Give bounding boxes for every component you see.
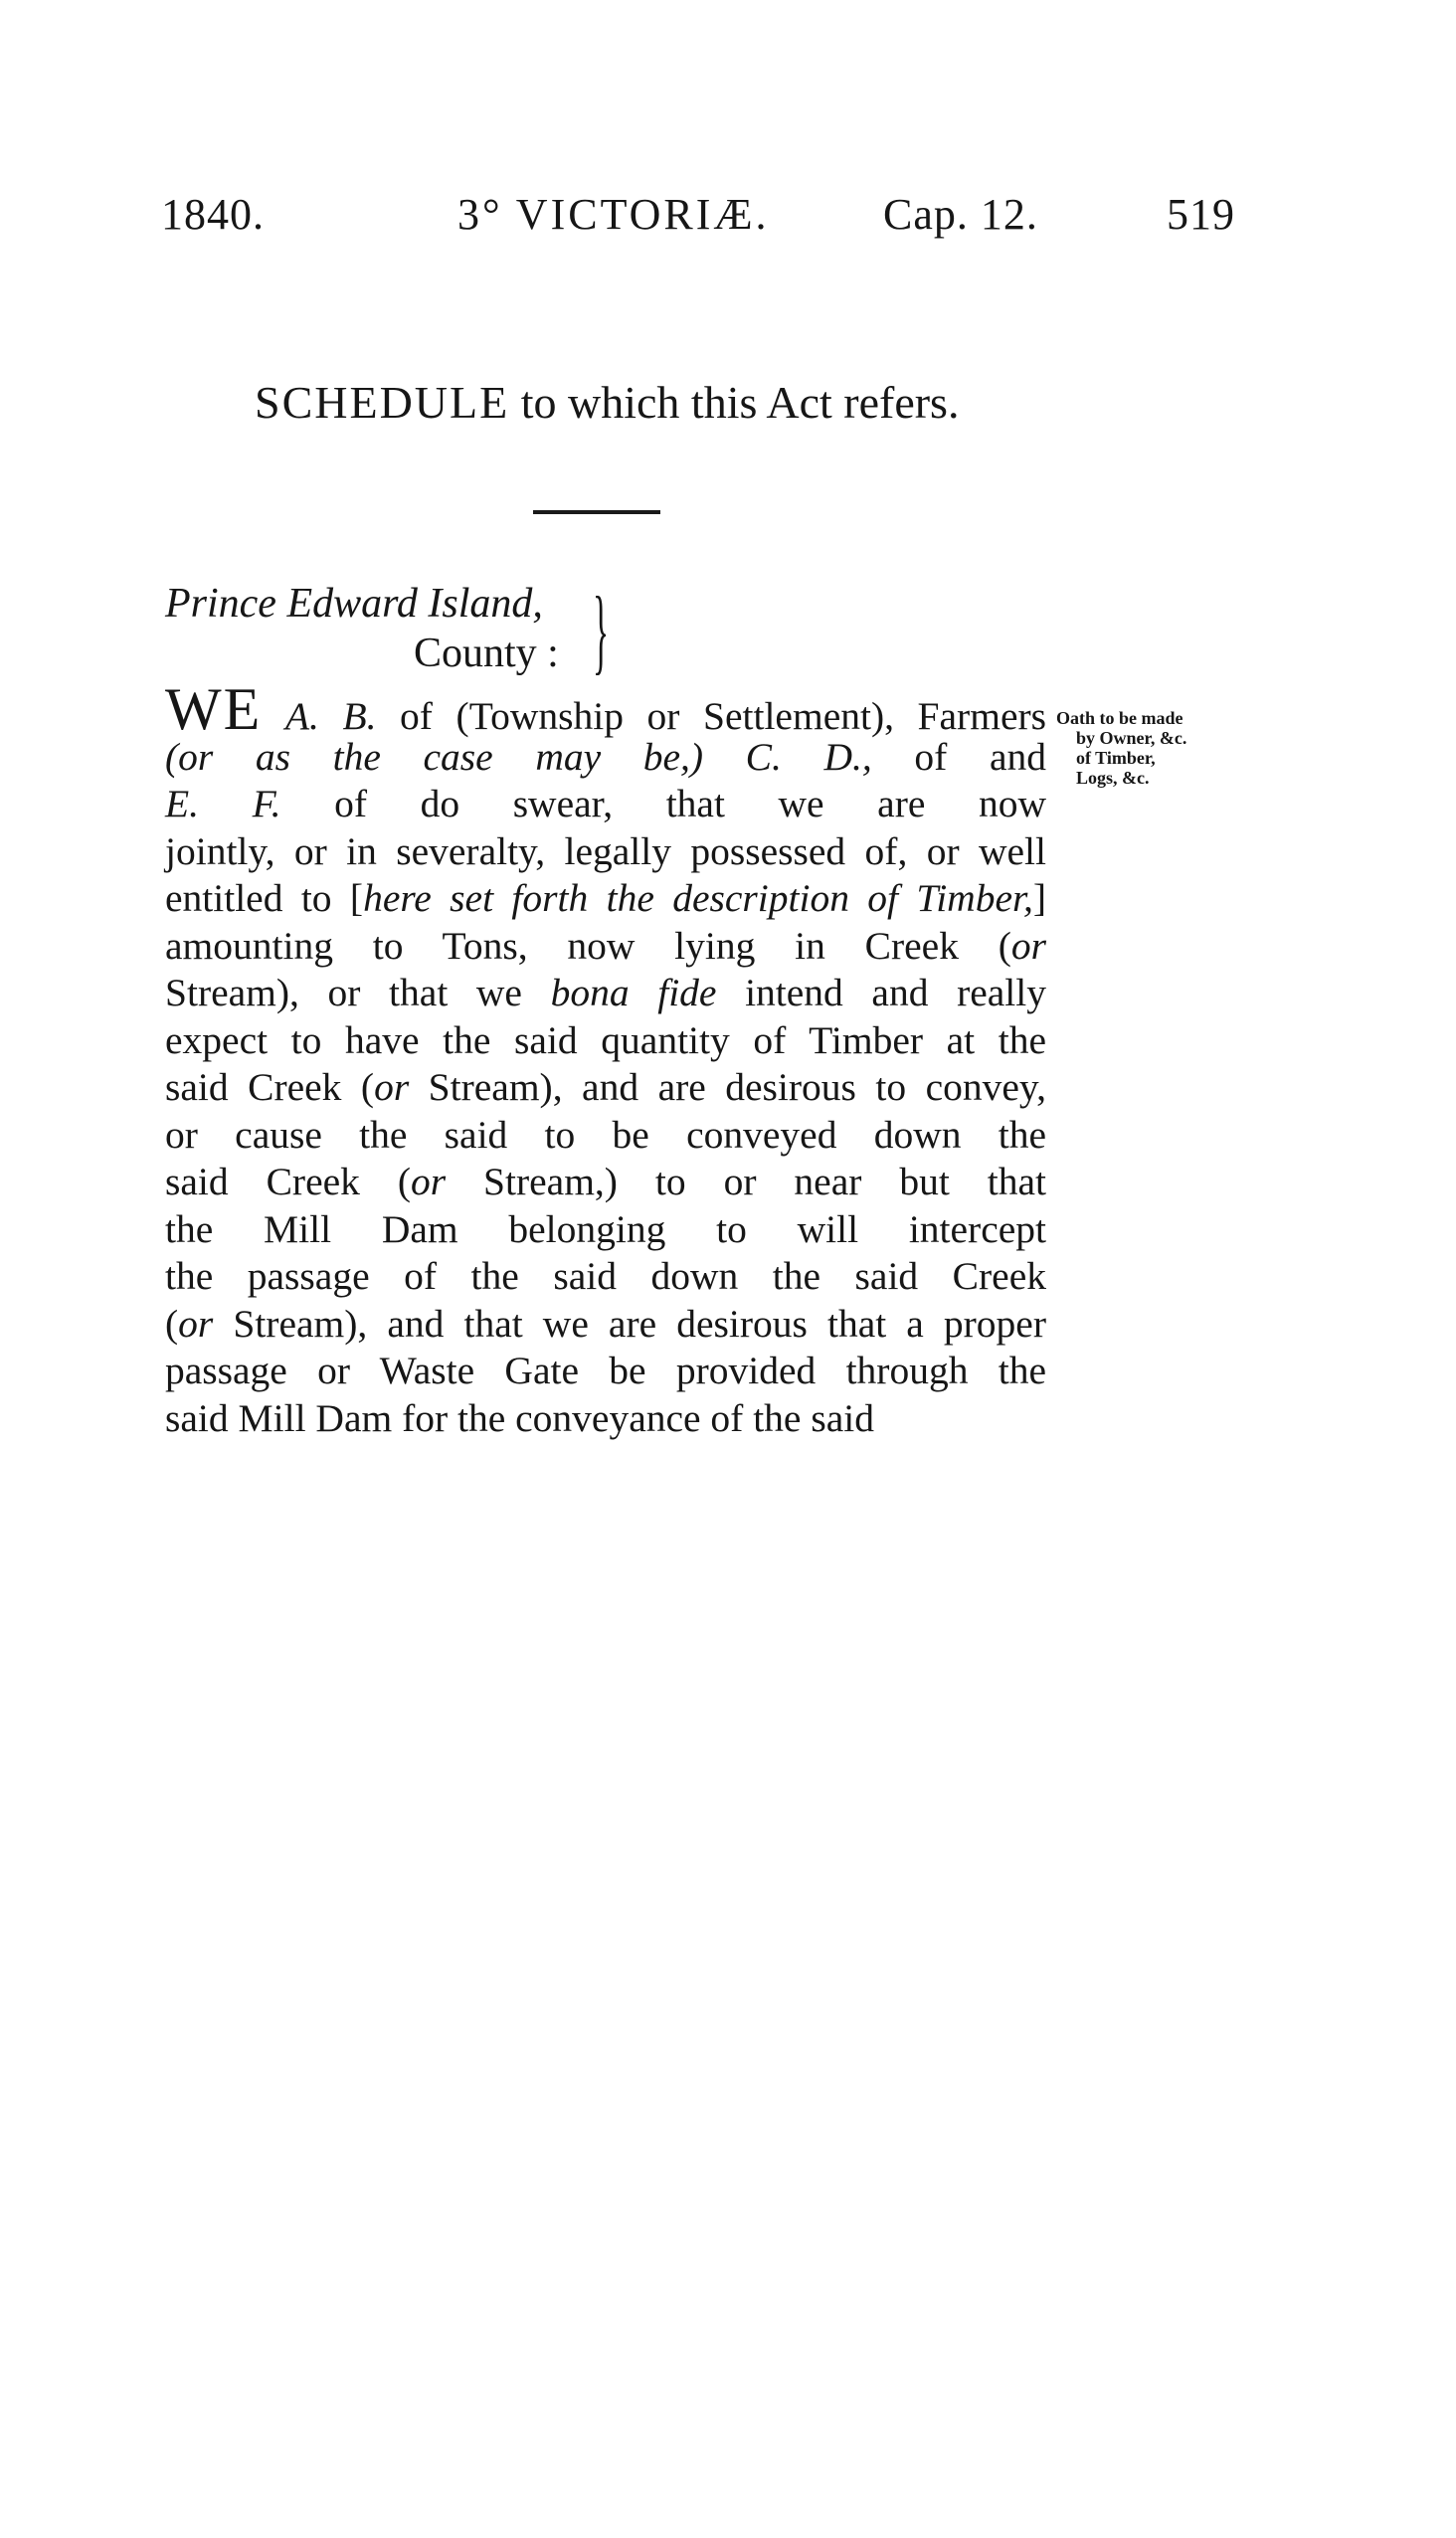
oath-segment: of do swear, that we are now — [280, 782, 1046, 825]
oath-line — [165, 1253, 1046, 1301]
oath-segment: Stream), and that we are desirous that a proper — [213, 1301, 1046, 1346]
marginal-note-line: of Timber, — [1076, 748, 1156, 768]
oath-segment: the Mill Dam belonging to will intercept — [165, 1206, 1046, 1251]
oath-segment: or — [1010, 923, 1046, 968]
oath-segment: jointly, or in severalty, legally possessed of, or well — [165, 828, 1046, 873]
oath-segment: here set forth the description of Timber, — [363, 876, 1033, 920]
oath-segment: of (Township or Settlement), Farmers — [376, 694, 1046, 738]
oath-line — [165, 923, 1046, 971]
oath-segment: intend and really — [716, 971, 1046, 1014]
oath-segment: Stream,) to or near but that — [446, 1160, 1046, 1203]
oath-segment: said Creek ( — [165, 1065, 375, 1109]
marginal-note — [1056, 708, 1265, 788]
oath-segment: entitled to [ — [165, 876, 364, 920]
schedule-heading-caps: SCHEDULE — [255, 377, 510, 428]
oath-segment: or — [178, 1301, 214, 1346]
oath-segment: (or as the case may be,) C. D., — [165, 734, 872, 779]
oath-segment: Stream), or that we — [165, 971, 551, 1014]
oath-segment: or — [374, 1065, 410, 1109]
marginal-note-line: Oath to be made — [1056, 708, 1183, 728]
oath-line — [165, 781, 1046, 828]
oath-line — [165, 1206, 1046, 1254]
oath-text — [165, 676, 1046, 1442]
schedule-heading-rest: to which this Act refers. — [509, 377, 960, 428]
marginal-note-line: Logs, &c. — [1076, 768, 1150, 788]
schedule-heading — [255, 376, 959, 429]
oath-line — [165, 1112, 1046, 1160]
venue-block — [165, 577, 610, 683]
venue-brace: } — [593, 577, 610, 683]
running-head — [161, 189, 1235, 249]
oath-segment: the passage of the said down the said Creek — [165, 1254, 1046, 1298]
oath-segment: said Creek ( — [165, 1160, 411, 1203]
oath-segment: ( — [165, 1301, 179, 1346]
oath-line — [165, 676, 1046, 742]
oath-segment: passage or Waste Gate be provided through the — [165, 1349, 1046, 1392]
running-head-chapter: Cap. 12. — [883, 190, 1038, 239]
oath-segment: bona fide — [550, 971, 717, 1014]
oath-line — [165, 1301, 1046, 1349]
oath-line — [165, 1017, 1046, 1065]
oath-segment: Stream), and are desirous to convey, — [409, 1065, 1046, 1109]
oath-segment: of and — [871, 734, 1046, 779]
page-number: 519 — [1167, 190, 1235, 239]
oath-segment: ] — [1032, 876, 1046, 920]
oath-segment: amounting to Tons, now lying in Creek ( — [165, 923, 1011, 968]
oath-segment: expect to have the said quantity of Timber at the — [165, 1017, 1046, 1062]
oath-segment: WE — [165, 676, 263, 742]
oath-segment — [262, 694, 285, 738]
oath-segment: A. B. — [284, 694, 377, 738]
oath-line — [165, 1159, 1046, 1206]
venue-province: Prince Edward Island, — [165, 581, 543, 627]
oath-segment: said Mill Dam for the conveyance of the said — [165, 1395, 874, 1440]
running-head-year: 1840. — [161, 190, 265, 239]
running-head-reign: 3° VICTORIÆ. — [457, 190, 770, 239]
venue-county: County : — [414, 631, 559, 676]
oath-segment: E. F. — [165, 782, 281, 825]
oath-line — [165, 828, 1046, 876]
oath-segment: or cause the said to be conveyed down the — [165, 1112, 1046, 1157]
oath-line — [165, 875, 1046, 923]
oath-line — [165, 970, 1046, 1017]
marginal-note-line: by Owner, &c. — [1076, 728, 1187, 748]
oath-segment: or — [410, 1160, 447, 1203]
oath-line — [165, 1395, 1046, 1443]
section-rule — [533, 510, 660, 514]
oath-line — [165, 1064, 1046, 1112]
oath-line — [165, 734, 1046, 782]
oath-line — [165, 1348, 1046, 1395]
